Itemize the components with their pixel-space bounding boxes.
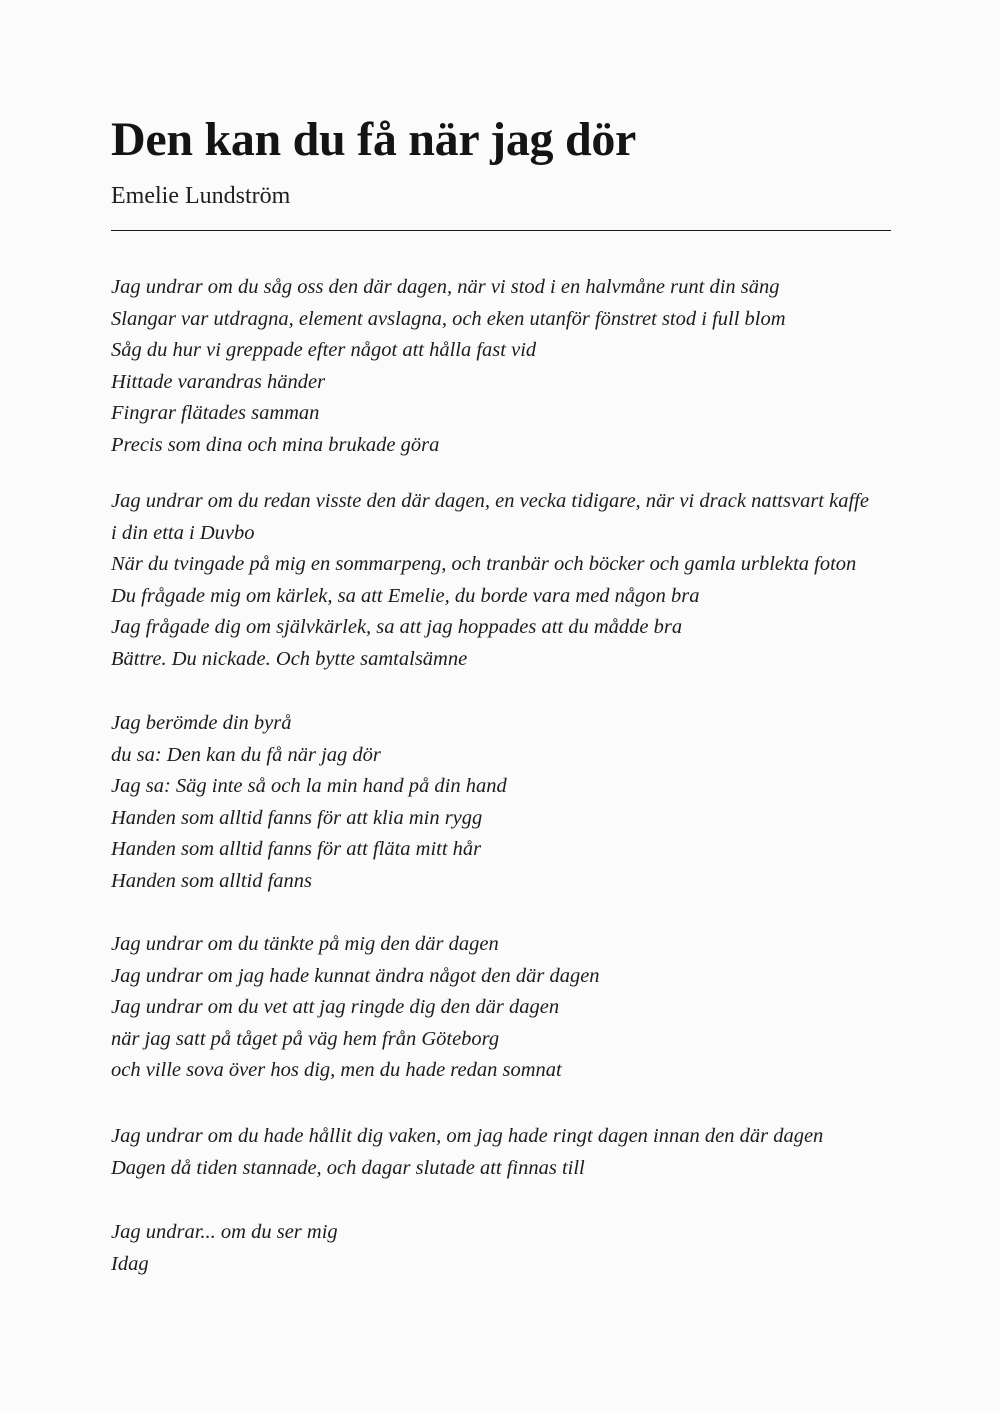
poem-line: Idag — [111, 1252, 149, 1275]
poem-line: Jag undrar om du vet att jag ringde dig den där dagen — [111, 996, 560, 1018]
poem-line: Jag undrar om jag hade kunnat ändra något den där dagen — [111, 964, 600, 987]
poem-line: Jag sa: Säg inte så och la min hand på din hand — [111, 775, 507, 797]
poem-title: Den kan du få när jag dör — [111, 113, 637, 166]
stanza-6 — [111, 1217, 901, 1280]
poem-line: Precis som dina och mina brukade göra — [111, 433, 440, 456]
poem-line: Jag frågade dig om självkärlek, sa att jag hoppades att du mådde bra — [111, 616, 683, 638]
poem-line: Jag berömde din byrå — [111, 712, 292, 734]
poem-line: du sa: Den kan du få när jag dör — [111, 743, 381, 766]
poem-line: Dagen då tiden stannade, och dagar slutade att finnas till — [111, 1156, 585, 1179]
poem-line: i din etta i Duvbo — [111, 521, 255, 544]
poem-line: Såg du hur vi greppade efter något att hålla fast vid — [111, 339, 537, 361]
stanza-4 — [111, 929, 901, 1087]
poem-line: Jag undrar om du tänkte på mig den där dagen — [111, 933, 499, 955]
poem-line: Jag undrar om du såg oss den där dagen, när vi stod i en halvmåne runt din säng — [111, 276, 780, 298]
poem-line: Slangar var utdragna, element avslagna, och eken utanför fönstret stod i full blom — [111, 307, 786, 330]
poem-line: när jag satt på tåget på väg hem från Göteborg — [111, 1027, 500, 1050]
poem-author: Emelie Lundström — [111, 183, 291, 209]
poem-line: Jag undrar om du hade hållit dig vaken, om jag hade ringt dagen innan den där dagen — [111, 1125, 824, 1147]
poem-line: Du frågade mig om kärlek, sa att Emelie, du borde vara med någon bra — [111, 584, 700, 607]
stanza-5 — [111, 1121, 901, 1184]
poem-line: Jag undrar... om du ser mig — [111, 1221, 338, 1243]
poem-line: Handen som alltid fanns för att klia min rygg — [111, 806, 483, 829]
poem-line: Fingrar flätades samman — [111, 402, 320, 424]
poem-line: Handen som alltid fanns — [111, 869, 313, 892]
poem-line: Jag undrar om du redan visste den där dagen, en vecka tidigare, när vi drack nattsvart kaffe — [111, 490, 869, 512]
poem-line: Bättre. Du nickade. Och bytte samtalsämne — [111, 647, 468, 670]
stanza-3 — [111, 708, 901, 897]
title-divider — [111, 230, 891, 231]
poem-line: Hittade varandras händer — [111, 370, 326, 393]
stanza-1 — [111, 272, 901, 461]
poem-line: När du tvingade på mig en sommarpeng, och tranbär och böcker och gamla urblekta foton — [111, 553, 857, 575]
poem-line: och ville sova över hos dig, men du hade redan somnat — [111, 1059, 562, 1081]
stanza-2 — [111, 486, 901, 675]
poem-line: Handen som alltid fanns för att fläta mitt hår — [111, 838, 482, 860]
